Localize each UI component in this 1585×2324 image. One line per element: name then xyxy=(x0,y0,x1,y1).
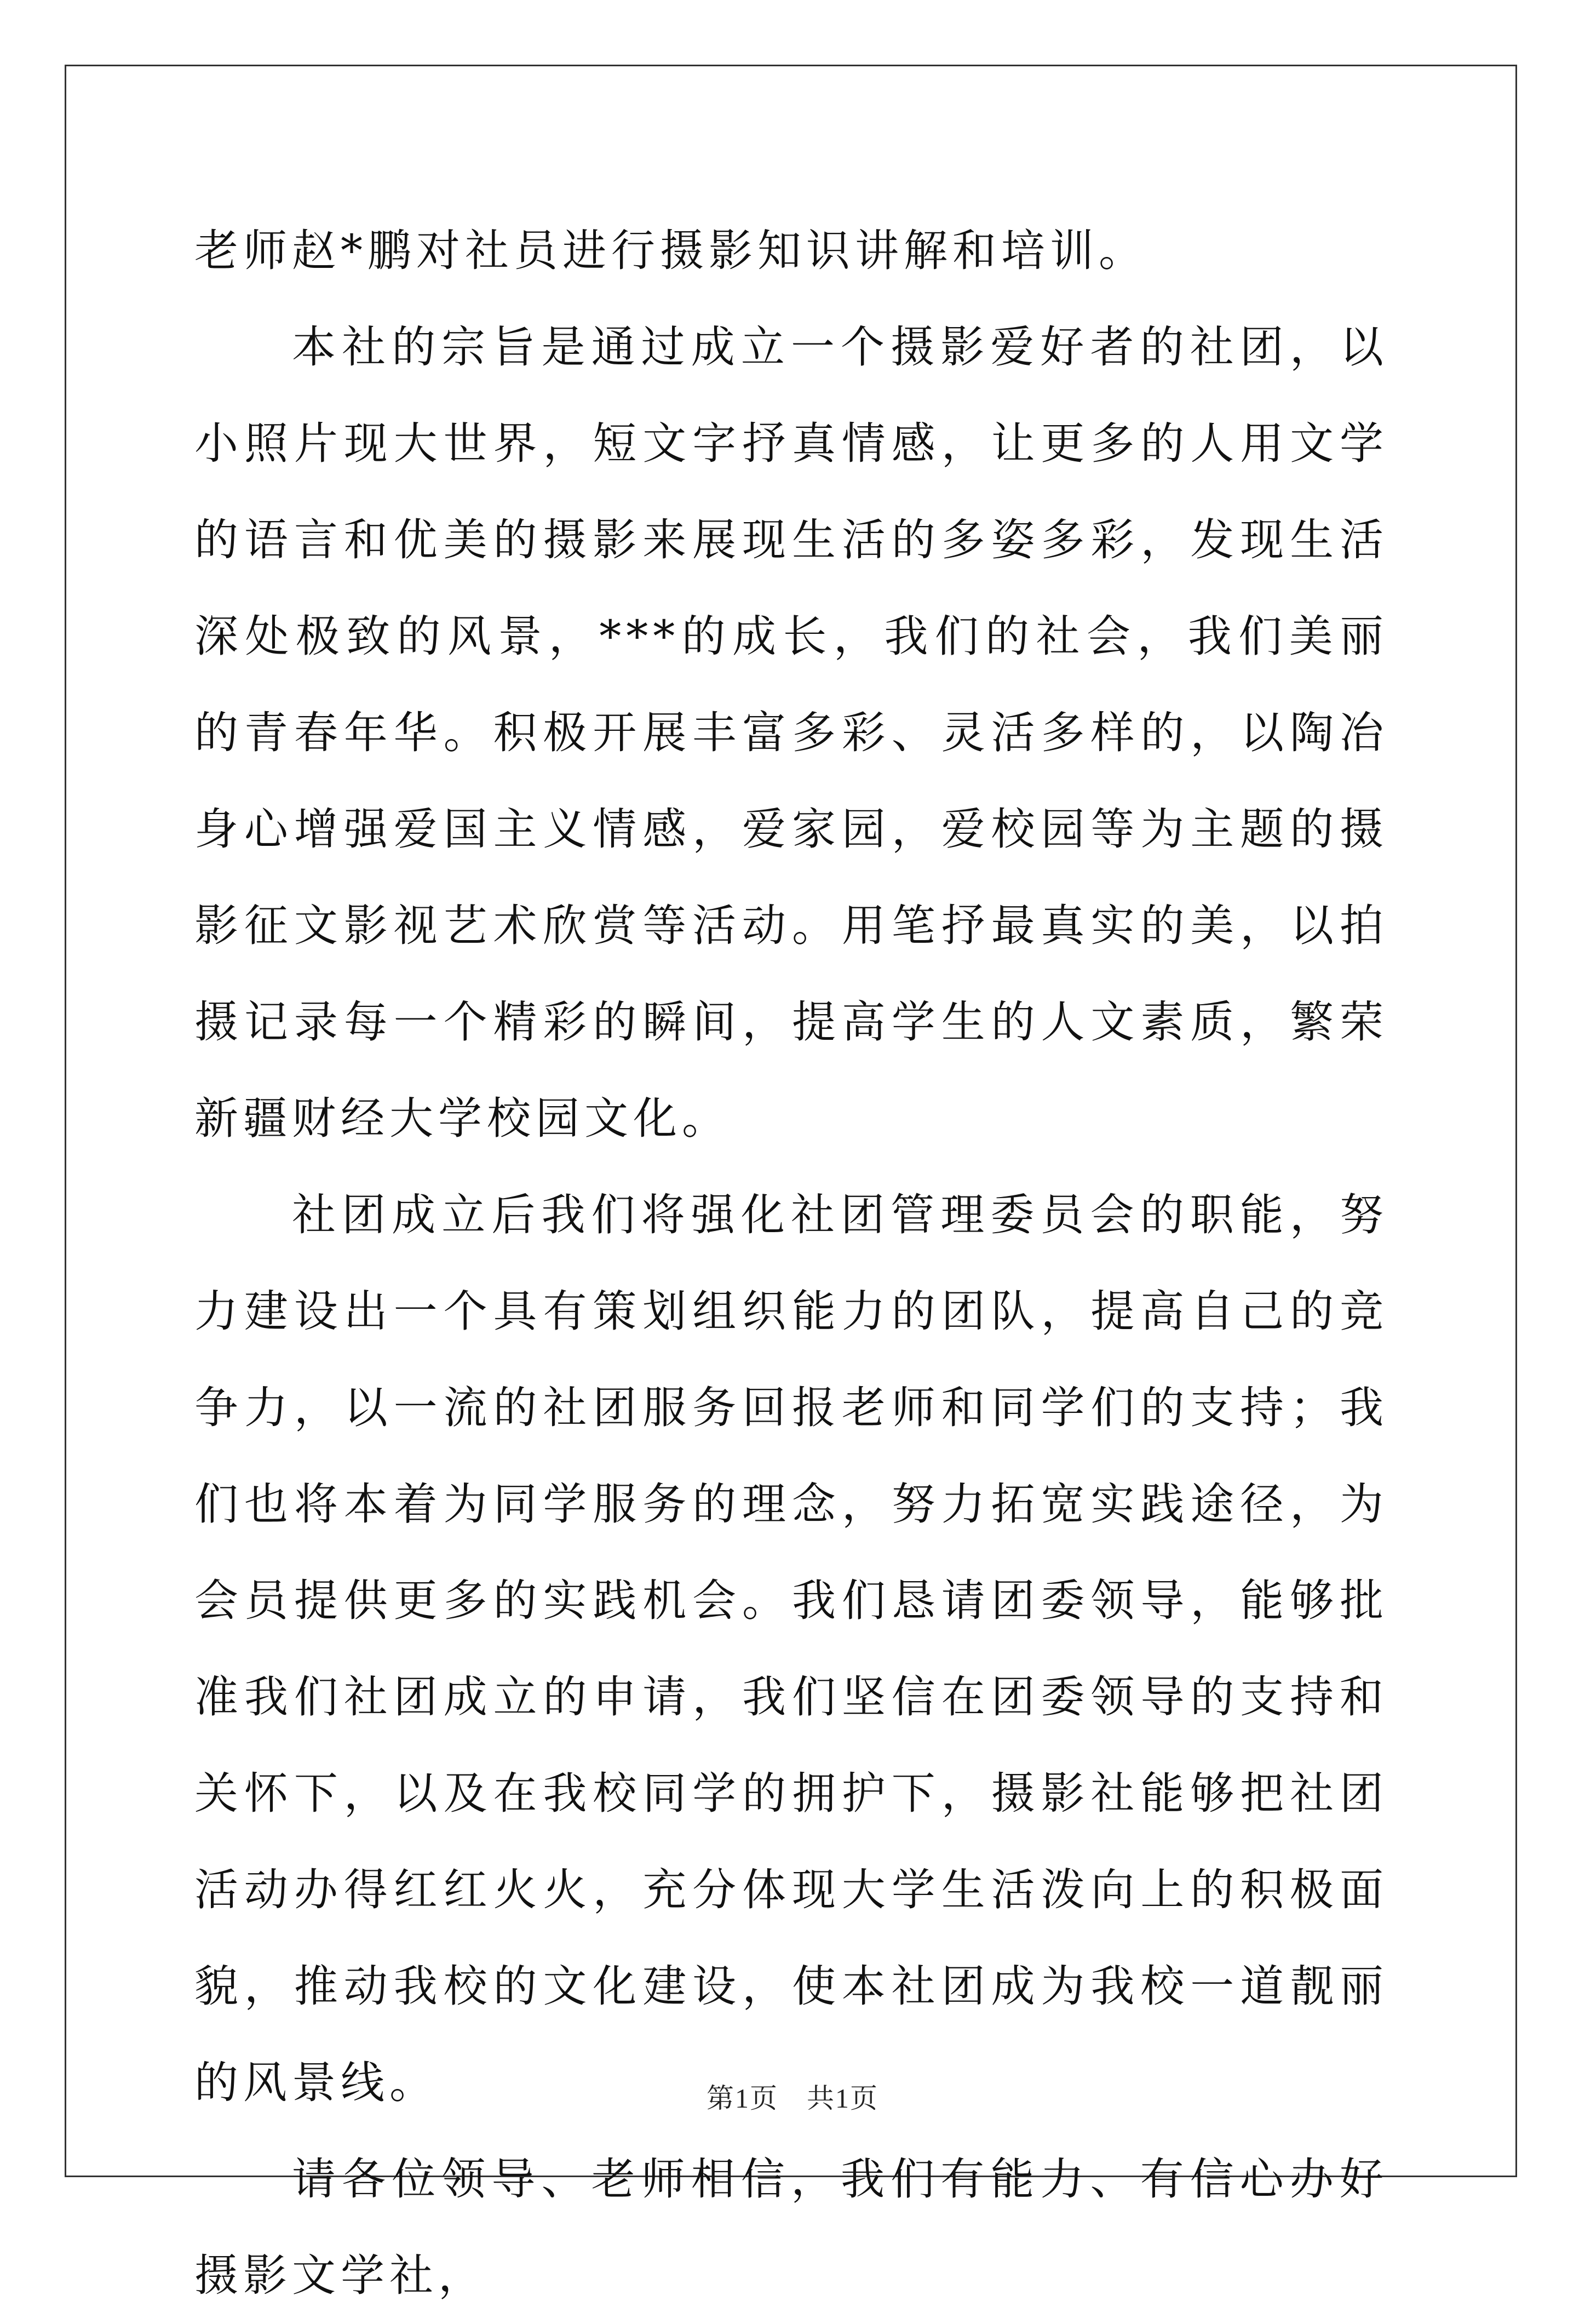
page-footer: 第1页 共1页 xyxy=(707,2083,878,2114)
paragraph-4: 请各位领导、老师相信，我们有能力、有信心办好摄影文学社， xyxy=(194,2154,1388,2301)
paragraph-2: 本社的宗旨是通过成立一个摄影爱好者的社团，以小照片现大世界，短文字抒真情感，让更多的人用文学的语言和优美的摄影来展现生活的多姿多彩，发现生活深处极致的风景，***的成长，我们的社会，我们美丽的青春年华。积极开展丰富多彩、灵活多样的，以陶冶身心增强爱国主义情感，爱家园，爱校园等为主题的摄影征文影视艺术欣赏等活动。用笔抒最真实的美，以拍摄记录每一个精彩的瞬间，提高学生的人文素质，繁荣新疆财经大学校园文化。 xyxy=(194,322,1388,1144)
document-body xyxy=(194,203,1388,2324)
paragraph-1: 老师赵*鹏对社员进行摄影知识讲解和培训。 xyxy=(194,225,1147,276)
paragraph-3: 社团成立后我们将强化社团管理委员会的职能，努力建设出一个具有策划组织能力的团队，提高自己的竞争力，以一流的社团服务回报老师和同学们的支持；我们也将本着为同学服务的理念，努力拓宽实践途径，为会员提供更多的实践机会。我们恳请团委领导，能够批准我们社团成立的申请，我们坚信在团委领导的支持和关怀下，以及在我校同学的拥护下，摄影社能够把社团活动办得红红火火，充分体现大学生活泼向上的积极面貌，推动我校的文化建设，使本社团成为我校一道靓丽的风景线。 xyxy=(194,1189,1388,2108)
